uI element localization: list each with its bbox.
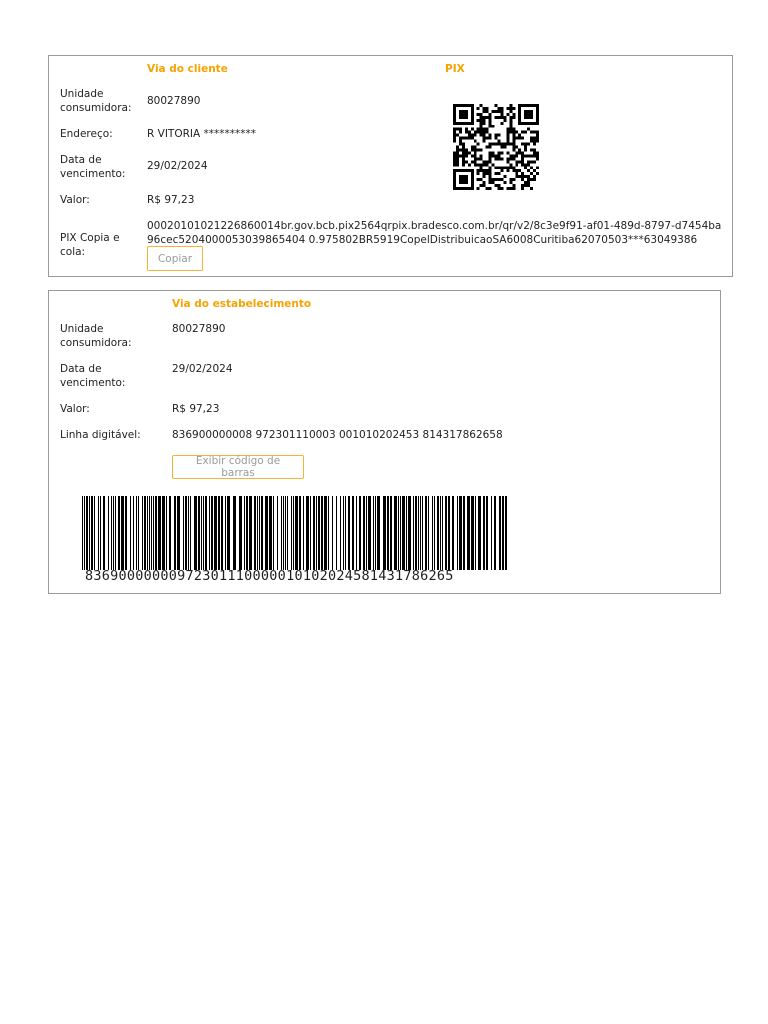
- due-date-value: 29/02/2024: [172, 363, 233, 375]
- amount-value: R$ 97,23: [172, 403, 220, 415]
- pix-heading: PIX: [445, 63, 465, 75]
- client-copy-heading: Via do cliente: [147, 63, 228, 75]
- establishment-copy-card: [48, 290, 721, 594]
- consumer-unit-label: Unidade consumidora:: [60, 323, 132, 349]
- amount-value: R$ 97,23: [147, 194, 195, 206]
- establishment-copy-heading: Via do estabelecimento: [172, 298, 312, 310]
- due-date-label: Data de vencimento:: [60, 363, 126, 389]
- qr-code-icon: [451, 104, 541, 190]
- due-date-value: 29/02/2024: [147, 160, 208, 172]
- amount-label: Valor:: [60, 194, 90, 206]
- pix-copy-paste-label: PIX Copia e cola:: [60, 232, 120, 258]
- amount-label: Valor:: [60, 403, 90, 415]
- digitable-line-value: 836900000008 972301110003 001010202453 814317862658: [172, 429, 503, 441]
- address-value: R VITORIA **********: [147, 128, 257, 140]
- digitable-line-label: Linha digitável:: [60, 429, 141, 441]
- due-date-label: Data de vencimento:: [60, 154, 126, 180]
- client-copy-card: [48, 55, 733, 277]
- consumer-unit-label: Unidade consumidora:: [60, 88, 132, 114]
- barcode-digits: 83690000000972301110000010102024581431786265: [85, 568, 454, 584]
- consumer-unit-value: 80027890: [147, 95, 201, 107]
- copy-pix-button[interactable]: Copiar: [147, 246, 203, 271]
- pix-copy-paste-code: 00020101021226860014br.gov.bcb.pix2564qrpix.bradesco.com.br/qr/v2/8c3e9f91-af01-489d-8797-d7454ba96cec5204000053039865404 0.975802BR5919CopelDistribuicaoSA6008Curitiba62070503***63049386: [147, 220, 722, 246]
- consumer-unit-value: 80027890: [172, 323, 226, 335]
- address-label: Endereço:: [60, 128, 113, 140]
- show-barcode-button[interactable]: Exibir código de barras: [172, 455, 304, 479]
- barcode-icon: [82, 496, 510, 570]
